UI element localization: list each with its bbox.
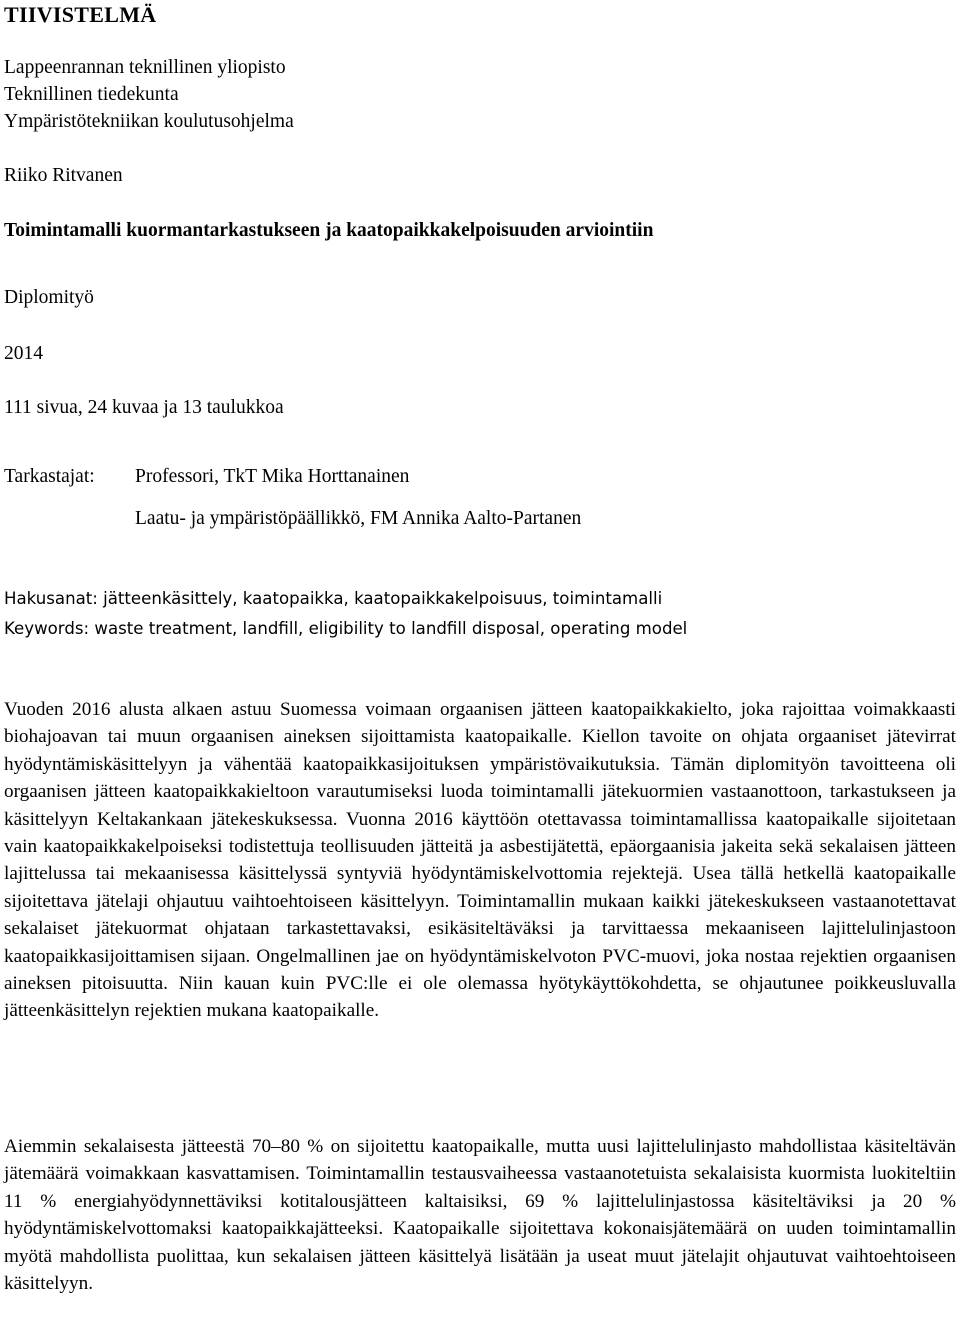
faculty-name: Teknillinen tiedekunta (4, 84, 179, 105)
page-heading: TIIVISTELMÄ (4, 2, 157, 27)
abstract-paragraph-2: Aiemmin sekalaisesta jätteestä 70–80 % on sijoitettu kaatopaikalle, mutta uusi lajittelulinjasto mahdollistaa käsiteltävän jätemäärä voimakkaan kasvattamisen. Toimintamallin testausvaiheessa vastaanotetuista sekalaisista kuormista luokiteltiin 11 % energiahyödynnettäviksi kotitalousjätteen kaltaisiksi, 69 % lajittelulinjastossa käsiteltäviksi ja 20 % hyödyntämiskelvottomaksi kaatopaikkajätteeksi. Kaatopaikalle sijoitettava kokonaisjätemäärä on uuden toimintamallin myötä mahdollista puolittaa, kun sekalaisen jätteen käsittelyä lisätään ja useat muut jätelajit ohjautuvat vaihtoehtoiseen käsittelyyn. (4, 1136, 956, 1295)
reviewers-label: Tarkastajat: (4, 466, 95, 487)
degree-programme: Ympäristötekniikan koulutusohjelma (4, 111, 294, 132)
keywords-english: Keywords: waste treatment, landfill, eligibility to landfill disposal, operating model (4, 619, 688, 638)
thesis-extent: 111 sivua, 24 kuvaa ja 13 taulukkoa (4, 397, 284, 418)
abstract-paragraph-1: Vuoden 2016 alusta alkaen astuu Suomessa voimaan orgaanisen jätteen kaatopaikkakielto, joka rajoittaa voimakkaasti biohajoavan tai muun orgaanisen aineksen sijoittamista kaatopaikalle. Kiellon tavoite on ohjata orgaaniset jätevirrat hyödyntämiskäsittelyyn ja vähentää kaatopaikkasijoituksen ympäristövaikutuksia. Tämän diplomityön tavoitteena oli orgaanisen jätteen kaatopaikkakieltoon varautumiseksi luoda toimintamalli jätekuormien vastaanottoon, tarkastukseen ja käsittelyyn Keltakankaan jätekeskuksessa. Vuonna 2016 käyttöön otettavassa toimintamallissa kaatopaikalle sijoitetaan vain kaatopaikkakelpoiseksi todistettuja teollisuuden jätteitä ja asbestijätettä, epäorgaanisia jakeita sekä sekalaisen jätteen lajittelussa tai mekaanisessa käsittelyssä syntyviä hyödyntämiskelvottomia rejektejä. Usea tällä hetkellä kaatopaikalle sijoitettava jätelaji ohjautuu vaihtoehtoiseen käsittelyyn. Toimintamallin mukaan kaikki jätekeskukseen vastaanotettavat sekalaiset jätekuormat ohjataan tarkastettavaksi, esikäsiteltäväksi ja tarvittaessa mekaaniseen lajittelulinjastoon kaatopaikkasijoittamisen sijaan. Ongelmallinen jae on hyödyntämiskelvoton PVC-muovi, joka nostaa rejektien orgaanisen aineksen pitoisuutta. Niin kauan kuin PVC:lle ei ole olemassa hyötykäyttökohdetta, se ohjautunee poikkeusluvalla jätteenkäsittelyn rejektien mukana kaatopaikalle. (4, 699, 956, 1022)
university-name: Lappeenrannan teknillinen yliopisto (4, 57, 286, 78)
thesis-title: Toimintamalli kuormantarkastukseen ja kaatopaikkakelpoisuuden arviointiin (4, 220, 654, 241)
reviewer-1: Professori, TkT Mika Horttanainen (135, 466, 410, 487)
thesis-type: Diplomityö (4, 287, 94, 308)
keywords-finnish: Hakusanat: jätteenkäsittely, kaatopaikka, kaatopaikkakelpoisuus, toimintamalli (4, 589, 663, 608)
thesis-year: 2014 (4, 343, 43, 364)
author-name: Riiko Ritvanen (4, 165, 123, 186)
reviewer-2: Laatu- ja ympäristöpäällikkö, FM Annika Aalto-Partanen (135, 508, 582, 529)
